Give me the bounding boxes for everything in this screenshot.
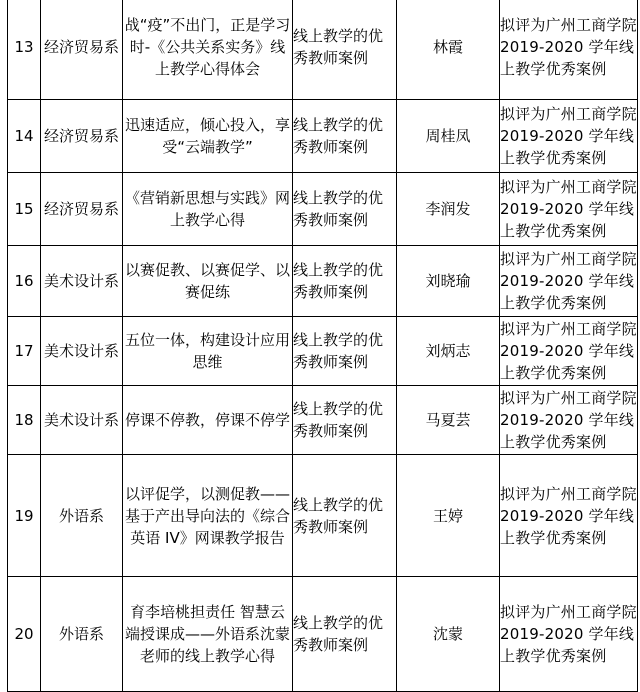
teacher-name: 王婷 [397,455,500,577]
teacher-name: 周桂凤 [397,100,500,173]
department: 美术设计系 [41,317,123,386]
row-number: 17 [8,317,41,386]
teacher-name: 李润发 [397,173,500,246]
row-number: 15 [8,173,41,246]
department: 经济贸易系 [41,100,123,173]
table-row [8,100,638,173]
teacher-name: 马夏芸 [397,386,500,455]
department: 经济贸易系 [41,0,123,100]
teacher-name: 刘晓瑜 [397,246,500,317]
case-title: 迅速适应，倾心投入，享受“云端教学” [123,100,293,173]
evaluation-result: 拟评为广州工商学院 2019-2020 学年线上教学优秀案例 [500,246,638,317]
department: 外语系 [41,577,123,692]
table-row [8,173,638,246]
case-type: 线上教学的优秀教师案例 [293,0,397,100]
case-title: 五位一体，构建设计应用思维 [123,317,293,386]
evaluation-result: 拟评为广州工商学院 2019-2020 学年线上教学优秀案例 [500,100,638,173]
case-title: 以赛促教、以赛促学、以赛促练 [123,246,293,317]
row-number: 14 [8,100,41,173]
table-row [8,386,638,455]
table-row [8,246,638,317]
teacher-name: 沈蒙 [397,577,500,692]
case-type: 线上教学的优秀教师案例 [293,577,397,692]
row-number: 20 [8,577,41,692]
case-type: 线上教学的优秀教师案例 [293,317,397,386]
case-title: 以评促学，以测促教——基于产出导向法的《综合英语 IV》网课教学报告 [123,455,293,577]
results-table [7,0,638,692]
case-type: 线上教学的优秀教师案例 [293,455,397,577]
table-row [8,577,638,692]
department: 美术设计系 [41,246,123,317]
row-number: 18 [8,386,41,455]
evaluation-result: 拟评为广州工商学院 2019-2020 学年线上教学优秀案例 [500,577,638,692]
row-number: 13 [8,0,41,100]
case-title: 停课不停教，停课不停学 [123,386,293,455]
department: 美术设计系 [41,386,123,455]
evaluation-result: 拟评为广州工商学院 2019-2020 学年线上教学优秀案例 [500,455,638,577]
case-title: 育李培桃担责任 智慧云端授课成——外语系沈蒙老师的线上教学心得 [123,577,293,692]
evaluation-result: 拟评为广州工商学院 2019-2020 学年线上教学优秀案例 [500,386,638,455]
table-row [8,0,638,100]
row-number: 19 [8,455,41,577]
table-row [8,317,638,386]
teacher-name: 林霞 [397,0,500,100]
department: 外语系 [41,455,123,577]
case-title: 《营销新思想与实践》网上教学心得 [123,173,293,246]
case-type: 线上教学的优秀教师案例 [293,173,397,246]
case-title: 战“疫”不出门，正是学习时-《公共关系实务》线上教学心得体会 [123,0,293,100]
table-row [8,455,638,577]
case-type: 线上教学的优秀教师案例 [293,246,397,317]
teacher-name: 刘炳志 [397,317,500,386]
evaluation-result: 拟评为广州工商学院 2019-2020 学年线上教学优秀案例 [500,317,638,386]
evaluation-result: 拟评为广州工商学院 2019-2020 学年线上教学优秀案例 [500,173,638,246]
department: 经济贸易系 [41,173,123,246]
evaluation-result: 拟评为广州工商学院 2019-2020 学年线上教学优秀案例 [500,0,638,100]
case-type: 线上教学的优秀教师案例 [293,386,397,455]
row-number: 16 [8,246,41,317]
case-type: 线上教学的优秀教师案例 [293,100,397,173]
